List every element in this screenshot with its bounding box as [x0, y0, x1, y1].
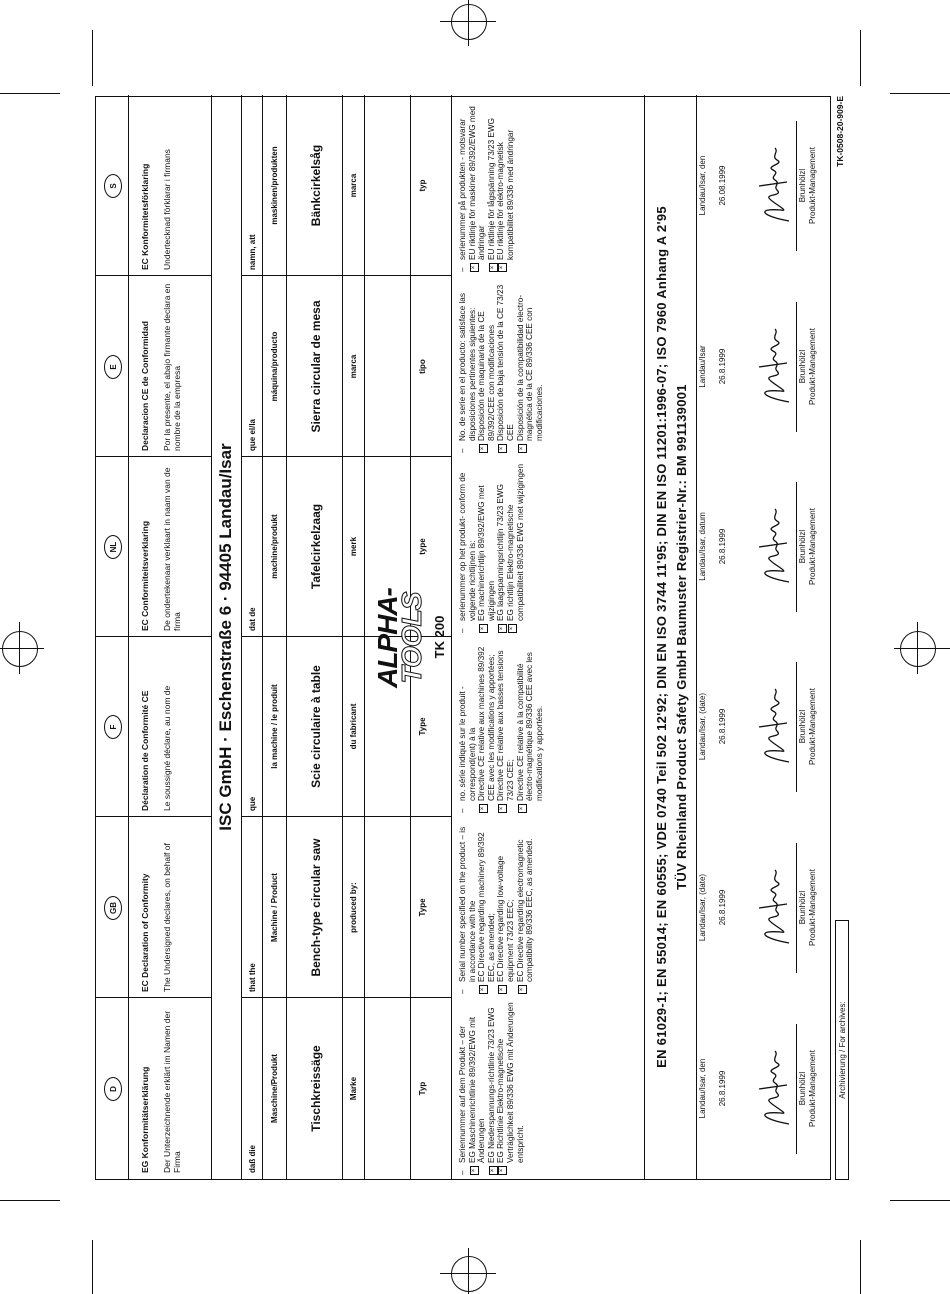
document-number: TK-0508-20-909-E — [835, 96, 845, 167]
model-number: TK 200 — [432, 615, 447, 659]
brand-label: Marke — [349, 1076, 358, 1101]
serial-block — [458, 819, 535, 994]
signatory — [798, 817, 817, 998]
directive-text: EU riktlinje för elektro-magnetisk kompatibilitet 89/336 med ändringar — [496, 129, 515, 260]
declaration-heading: Déclaration de Conformité CE — [140, 690, 150, 811]
country-code-badge: E — [104, 355, 122, 379]
crop-mark — [860, 30, 861, 86]
country-code-badge: F — [104, 715, 122, 739]
signatory — [798, 636, 817, 817]
signatory — [798, 276, 817, 457]
signature-line — [796, 843, 797, 973]
serial-text: – Serial number specified on the product – is in accordance with the — [458, 826, 477, 994]
directive-text: EC Directive regarding low-voltage equipment 73/23 EEC; — [496, 855, 515, 982]
signature-line — [796, 1024, 797, 1154]
crop-mark — [890, 1200, 950, 1201]
serial-block — [458, 458, 525, 633]
product-name: Tafelcirkelzaag — [309, 503, 323, 590]
machine-label: machine/produkt — [270, 514, 279, 579]
directive-text: EG richtlijn Elektro-magnetische compatibiliteit 89/336 EWG met wijzigingen — [505, 464, 525, 621]
directive-text: EC Directive regarding machinery 89/392 EEC, as amended; — [477, 832, 496, 982]
signatory-department: Produkt-Management — [807, 688, 817, 765]
directive-text: Disposición de maquinaria de la CE 89/392/CEE con modificaciones — [477, 311, 496, 441]
directive-item — [487, 1000, 497, 1175]
crop-mark — [468, 1248, 469, 1294]
crop-mark — [468, 0, 469, 46]
serial-text: – No. de serie en el producto: satisface las disposiciones pertinentes siguientes: — [458, 293, 477, 453]
signature-date: 26.8.1999 — [718, 708, 727, 745]
declaration-intro: Le soussigné déclare, au nom de — [162, 685, 172, 811]
directive-text: EC Directive regarding electromagnetic compatibility 89/336 EEC, as amended. — [515, 838, 535, 982]
directive-item — [496, 638, 515, 813]
signatory — [798, 95, 817, 276]
type-label: tipo — [418, 359, 427, 374]
serial-block — [458, 97, 516, 272]
serial-text: – serienummer på produkten - motsvarar — [458, 118, 467, 272]
machine-label: maskinen/produkten — [270, 146, 279, 225]
declaration-intro: Por la presente, el abajo firmante declara en nombre de la empresa — [162, 283, 182, 451]
product-name: Bench-type circular saw — [309, 838, 323, 977]
signature-line — [796, 121, 797, 251]
column-e — [96, 276, 832, 457]
serial-line: serienummer op het produkt- conform de volgende richtlijnen is: — [458, 472, 477, 621]
signature-place: Landau/Isar, den — [698, 155, 707, 216]
machine-label: máquina/producto — [270, 331, 279, 402]
declaration-heading: EC Declaration of Conformity — [140, 873, 150, 992]
checkbox-checked-icon: × — [479, 444, 488, 453]
directive-item — [477, 458, 496, 633]
archive-box: Archivierung / For archives: — [835, 920, 849, 1180]
directive-item — [516, 819, 535, 994]
that-label: daß die — [248, 1144, 257, 1173]
directive-item — [496, 1000, 525, 1175]
that-label: namn, att — [248, 234, 257, 270]
declaration-intro: The Undersigned declares, on behalf of — [162, 843, 172, 992]
declaration-heading: EC Konformitetsförklaring — [140, 163, 150, 270]
directive-item — [506, 458, 525, 633]
type-label: Type — [418, 717, 427, 736]
directive-item — [496, 819, 515, 994]
serial-block — [458, 1000, 525, 1175]
signature-image — [751, 1049, 796, 1129]
country-code-badge: D — [104, 1077, 122, 1101]
directive-text: EG Richtlinie Elektro-magnetische Verträglichkeit 89/336 EWG mit Änderungen entspricht. — [496, 1002, 525, 1163]
directive-text: Disposición de baja tensión de la CE 73/23 CEE — [496, 284, 515, 441]
crop-mark — [860, 1240, 861, 1294]
checkbox-checked-icon: × — [518, 804, 527, 813]
brand-label: produced by: — [349, 882, 358, 933]
declaration-intro: De ondertekenaar verklaart in naam van de firma — [162, 467, 182, 631]
signature-date: 26.8.1999 — [718, 528, 727, 565]
that-label: que el/la — [248, 418, 257, 451]
checkbox-checked-icon: × — [498, 804, 507, 813]
signatory-department: Produkt-Management — [807, 1050, 817, 1127]
product-name: Scie circulaire à table — [309, 665, 323, 788]
checkbox-checked-icon: × — [479, 985, 488, 994]
declaration-intro: Undertecknad förklarar i firmans — [162, 149, 172, 270]
directive-item — [496, 278, 515, 453]
product-name: Bänkcirkelsåg — [309, 144, 323, 227]
signatory-department: Produkt-Management — [807, 508, 817, 585]
checkbox-checked-icon: × — [498, 624, 507, 633]
brand-label: merk — [349, 536, 358, 557]
signature-place: Landau/Isar, den — [698, 1058, 707, 1119]
serial-line: Serial number specified on the product – is in accordance with the — [458, 826, 477, 982]
serial-text: – no. série indiqué sur le produit - correspond(ent) à la — [458, 686, 477, 813]
signature-date: 26.08.1999 — [718, 165, 727, 206]
product-name: Tischkreissäge — [309, 1045, 323, 1132]
checkbox-checked-icon: × — [518, 985, 527, 994]
declaration-heading: EC Conformiteitsverklaring — [140, 520, 150, 631]
declaration-sheet — [95, 96, 847, 1180]
standards-line-1: EN 61029-1; EN 55014; EN 60555; VDE 0740 Teil 502 12'92; DIN EN ISO 3744 11'95; DIN EN ISO 11201:1996-07; ISO 7960 Anhang A 2'95 — [654, 206, 669, 1068]
checkbox-checked-icon: × — [470, 263, 479, 272]
type-label: Typ — [418, 1081, 427, 1096]
brand-label: du fabricant — [349, 703, 358, 750]
checkbox-checked-icon: × — [508, 624, 517, 633]
serial-text: – serienummer op het produkt- conform de volgende richtlijnen is: — [458, 472, 477, 633]
type-label: typ — [418, 179, 427, 192]
signatory-name: Brunhölzl — [798, 1071, 807, 1106]
country-code-badge: S — [104, 174, 122, 198]
signature-image — [751, 868, 796, 948]
serial-line: serienummer på produkten - motsvarar — [458, 118, 467, 260]
registration-mark — [451, 1256, 487, 1292]
crop-mark — [917, 622, 918, 674]
crop-mark — [19, 622, 20, 674]
serial-line: No. de serie en el producto: satisface las disposiciones pertinentes siguientes: — [458, 293, 477, 441]
signature-line — [796, 302, 797, 432]
column-nl — [96, 456, 832, 637]
signature-place: Landau/Isar, datum — [698, 512, 707, 581]
signature-place: Landau/Isar, (date) — [698, 692, 707, 761]
signatory-name: Brunhölzl — [798, 168, 807, 203]
column-d — [96, 998, 832, 1179]
serial-line: no. série indiqué sur le produit - correspond(ent) à la — [458, 686, 477, 801]
crop-mark — [92, 1240, 93, 1294]
type-label: type — [418, 538, 427, 555]
checkbox-checked-icon: × — [498, 985, 507, 994]
machine-label: Machine / Product — [270, 873, 279, 942]
crop-mark — [0, 648, 44, 649]
logo-line-2: TOOLS — [396, 592, 427, 684]
directive-item — [516, 278, 545, 453]
signature-date: 26.8.1999 — [718, 1070, 727, 1107]
declaration-heading: Declaracion CE de Conformidad — [140, 321, 150, 451]
signature-place: Landau/Isar — [698, 345, 707, 388]
crop-mark — [440, 1273, 496, 1274]
crop-mark — [440, 21, 496, 22]
registration-mark — [451, 4, 487, 40]
brand-label: marca — [349, 173, 358, 198]
directive-item — [496, 97, 515, 272]
crop-mark — [0, 93, 60, 94]
country-code-badge: NL — [104, 535, 122, 559]
crop-mark — [890, 93, 950, 94]
registration-mark — [2, 631, 38, 667]
directive-text: EG Maschinenrichtlinie 89/392/EWG mit Änderungen — [467, 1016, 487, 1163]
serial-block — [458, 278, 544, 453]
directive-text: Directive CE relative à la compatibilité électro-magnétique 89/336 CEE avec les modifications y apportées. — [515, 652, 544, 801]
directive-item — [477, 819, 496, 994]
column-gb — [96, 817, 832, 998]
signatory-name: Brunhölzl — [798, 890, 807, 925]
column-s — [96, 95, 832, 276]
that-label: dat de — [248, 607, 257, 631]
country-code-badge: GB — [104, 896, 122, 920]
declaration-intro: Der Unterzeichnende erklärt im Namen der Firma — [162, 1010, 182, 1173]
directive-item — [496, 458, 506, 633]
signatory — [798, 456, 817, 637]
serial-line: Seriennummer auf dem Produkt – der — [458, 1026, 467, 1163]
signatory-department: Produkt-Management — [807, 328, 817, 405]
signature-image — [751, 507, 796, 587]
that-label: que — [248, 796, 257, 811]
company-address: ISC GmbH · Eschenstraße 6 · 94405 Landau/Isar — [216, 443, 235, 831]
checkbox-checked-icon: × — [498, 263, 507, 272]
declaration-table — [95, 96, 831, 1180]
signatory-department: Produkt-Management — [807, 869, 817, 946]
serial-text: – Seriennummer auf dem Produkt – der — [458, 1026, 467, 1175]
checkbox-checked-icon: × — [479, 624, 488, 633]
signature-image — [751, 687, 796, 767]
signatory-name: Brunhölzl — [798, 529, 807, 564]
directive-text: EU riktlinje för maskiner 89/392/EWG med ändringar — [467, 106, 487, 260]
directive-item — [468, 97, 487, 272]
machine-label: Maschine/Produkt — [270, 1054, 279, 1123]
checkbox-checked-icon: × — [470, 1166, 479, 1175]
logo-line-1: ALPHA- — [372, 588, 403, 688]
directive-item — [477, 278, 496, 453]
type-label: Type — [418, 898, 427, 917]
directive-item — [487, 97, 497, 272]
crop-mark — [0, 1200, 60, 1201]
machine-label: la machine / le produit — [270, 684, 279, 769]
signature-line — [796, 662, 797, 792]
signature-date: 26.8.1999 — [718, 348, 727, 385]
signature-image — [751, 327, 796, 407]
signatory-name: Brunhölzl — [798, 709, 807, 744]
standards-line-2: TÜV Rheinland Product Safety GmbH Baumuster Registrier-Nr.: BM 991139001 — [674, 384, 689, 890]
signature-image — [751, 146, 796, 226]
directive-text: Directive CE relative aux machines 89/392 CEE avec les modifications y apportées; — [477, 646, 496, 801]
checkbox-checked-icon: × — [489, 1166, 498, 1175]
checkbox-checked-icon: × — [498, 444, 507, 453]
declaration-heading: EG Konformitätserklärung — [140, 1066, 150, 1173]
crop-mark — [92, 30, 93, 86]
directive-item — [477, 638, 496, 813]
brand-label: marca — [349, 354, 358, 379]
signature-date: 26.8.1999 — [718, 889, 727, 926]
directive-item — [516, 638, 545, 813]
directive-text: EG Niederspannungs-richtlinie 73/23 EWG — [486, 1007, 496, 1163]
directive-text: EG laagspanningsrichtlijn 73/23 EWG — [496, 484, 506, 621]
serial-block — [458, 638, 544, 813]
signatory-name: Brunhölzl — [798, 349, 807, 384]
crop-mark — [894, 648, 950, 649]
checkbox-checked-icon: × — [498, 1166, 507, 1175]
registration-mark — [900, 631, 936, 667]
directive-item — [468, 1000, 487, 1175]
directive-text: Disposición de la compatibilidad electro-magnética de la CE 89/336 CEE con modificaciones. — [515, 294, 544, 441]
signatory — [798, 998, 817, 1179]
that-label: that the — [248, 963, 257, 992]
column-f — [96, 636, 832, 817]
signatory-department: Produkt-Management — [807, 147, 817, 224]
signature-line — [796, 482, 797, 612]
directive-text: EU riktlinje för lågspänning 73/23 EWG — [486, 118, 496, 260]
directive-text: EG machinerichtlijn 89/392/EWG met wijzigingen — [477, 485, 496, 621]
checkbox-checked-icon: × — [518, 444, 527, 453]
signature-place: Landau/Isar, (date) — [698, 873, 707, 942]
checkbox-checked-icon: × — [479, 804, 488, 813]
checkbox-checked-icon: × — [489, 263, 498, 272]
product-name: Sierra circular de mesa — [309, 300, 323, 433]
directive-text: Directive CE relative aux basses tensions 73/23 CEE; — [496, 650, 515, 801]
